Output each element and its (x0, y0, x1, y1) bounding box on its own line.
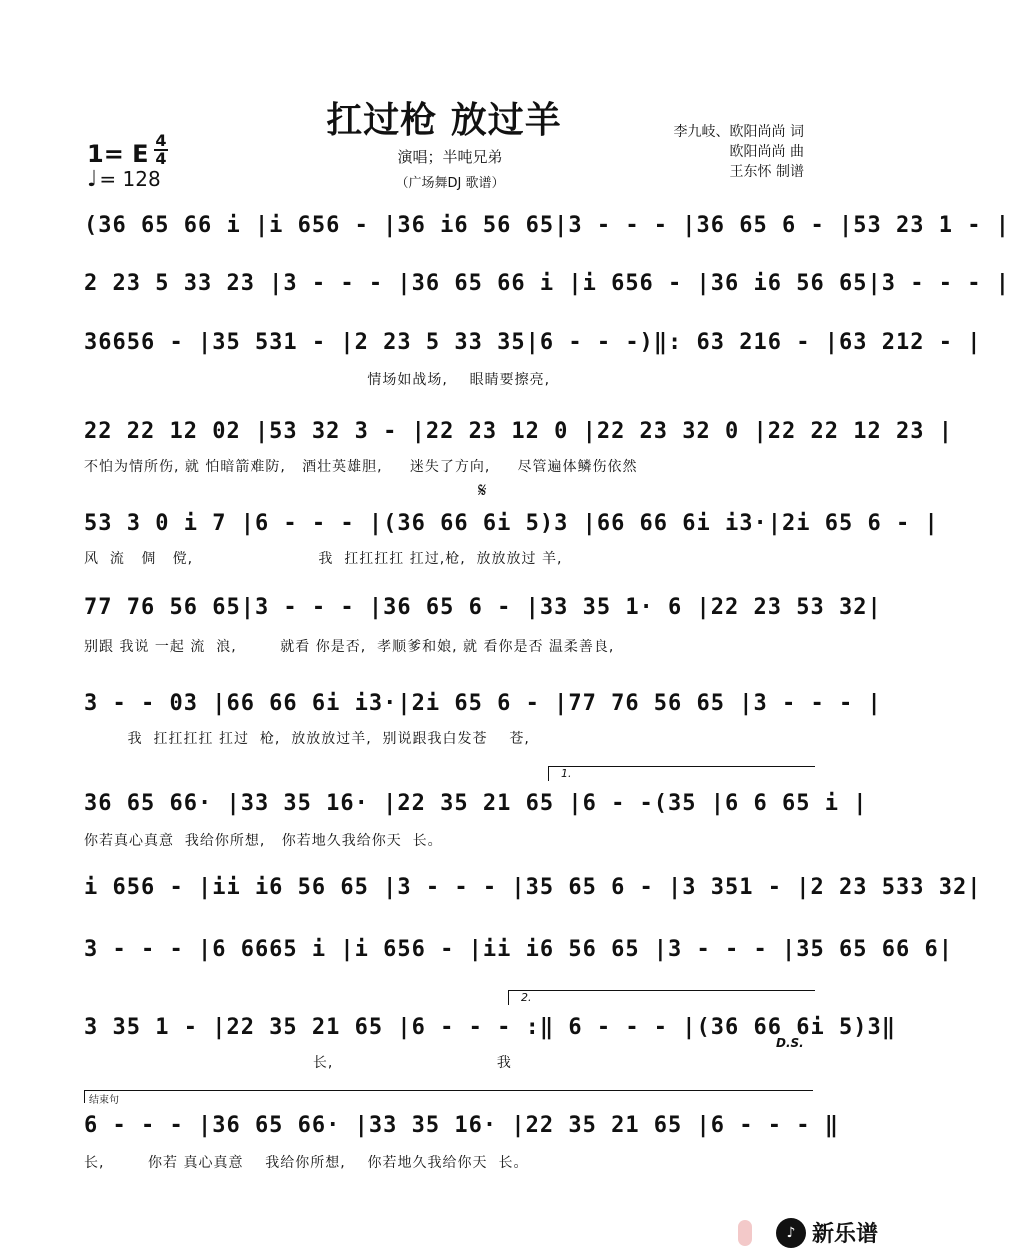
system-notes: 6 - - - |36 65 66· |33 35 16· |22 35 21 65 |6 - - - ‖ (84, 1112, 839, 1138)
system-notes: 36 65 66· |33 35 16· |22 35 21 65 |6 - -(35 |6 6 65 i | (84, 790, 868, 816)
system-lyrics: 情场如战场, 眼睛要擦亮, (84, 372, 551, 388)
composer-credit: 欧阳尚尚 曲 (729, 144, 804, 160)
tempo (87, 167, 161, 192)
tempo-value: = 128 (99, 167, 161, 191)
ds-mark: D.S. (776, 1036, 804, 1050)
site-logo (776, 1217, 878, 1248)
system-7 (84, 688, 882, 718)
lyricist-credit: 李九岐、欧阳尚尚 词 (673, 124, 804, 140)
system-notes: 36656 - |35 531 - |2 23 5 33 35|6 - - -)‖: 63 216 - |63 212 - | (84, 329, 982, 355)
credits (674, 122, 804, 182)
system-lyrics: 我 扛扛扛扛 扛过 枪, 放放放过羊, 别说跟我白发苍 苍, (84, 731, 530, 747)
system-11 (84, 1012, 896, 1042)
system-notes: 3 - - 03 |66 66 6i i3·|2i 65 6 - |77 76 56 65 |3 - - - | (84, 690, 882, 716)
arranger-credit: 王东怀 制谱 (729, 164, 804, 180)
system-notes: (36 65 66 i |i 656 - |36 i6 56 65|3 - - - |36 65 6 - |53 23 1 - | (84, 212, 1010, 238)
system-12 (84, 1110, 839, 1140)
system-9 (84, 872, 982, 902)
system-5 (84, 508, 939, 538)
coda-ending: 结束句 (84, 1090, 813, 1103)
system-notes: i 656 - |ii i6 56 65 |3 - - - |35 65 6 - |3 351 - |2 23 533 32| (84, 874, 982, 900)
system-2 (84, 268, 1010, 298)
song-title: 扛过枪 放过羊 (326, 100, 562, 141)
music-disc-icon: ♪ (776, 1218, 806, 1248)
system-6 (84, 592, 882, 622)
system-notes: 3 - - - |6 6665 i |i 656 - |ii i6 56 65 |3 - - - |35 65 66 6| (84, 936, 953, 962)
system-8 (84, 788, 868, 818)
time-signature (154, 131, 168, 168)
system-1 (84, 210, 1010, 240)
system-notes: 77 76 56 65|3 - - - |36 65 6 - |33 35 1· 6 |22 23 53 32| (84, 594, 882, 620)
decorative-dot (738, 1220, 752, 1246)
system-lyrics: 别跟 我说 一起 流 浪, 就看 你是否, 孝顺爹和娘, 就 看你是否 温柔善良, (84, 639, 615, 655)
system-lyrics: 长, 你若 真心真意 我给你所想, 你若地久我给你天 长。 (84, 1155, 529, 1171)
second-ending: 2. (508, 990, 815, 1005)
first-ending: 1. (548, 766, 815, 781)
system-notes: 22 22 12 02 |53 32 3 - |22 23 12 0 |22 23 32 0 |22 22 12 23 | (84, 418, 953, 444)
segno-sign: 𝄋 (478, 478, 487, 502)
time-bottom: 4 (155, 149, 167, 168)
system-3 (84, 327, 982, 357)
system-notes: 53 3 0 i 7 |6 - - - |(36 66 6i 5)3 |66 66 6i i3·|2i 65 6 - | (84, 510, 939, 536)
key-signature: 1= E (87, 140, 149, 168)
source-note: （广场舞DJ 歌谱） (395, 176, 505, 191)
system-lyrics: 你若真心真意 我给你所想, 你若地久我给你天 长。 (84, 833, 443, 849)
system-notes: 3 35 1 - |22 35 21 65 |6 - - - :‖ 6 - - - |(36 66 6i 5)3‖ (84, 1014, 896, 1040)
system-lyrics: 风 流 倜 傥, 我 扛扛扛扛 扛过,枪, 放放放过 羊, (84, 551, 563, 567)
quarter-note-icon: ♩ (87, 167, 98, 192)
system-4 (84, 416, 953, 446)
system-10 (84, 934, 953, 964)
system-notes: 2 23 5 33 23 |3 - - - |36 65 66 i |i 656 - |36 i6 56 65|3 - - - | (84, 270, 1010, 296)
logo-text: 新乐谱 (811, 1222, 878, 1247)
system-lyrics: 长, 我 (84, 1055, 512, 1071)
time-top: 4 (155, 131, 167, 150)
performer: 演唱；半吨兄弟 (397, 148, 503, 166)
system-lyrics: 不怕为情所伤, 就 怕暗箭难防, 酒壮英雄胆, 迷失了方向, 尽管遍体鳞伤依然 (84, 459, 638, 475)
